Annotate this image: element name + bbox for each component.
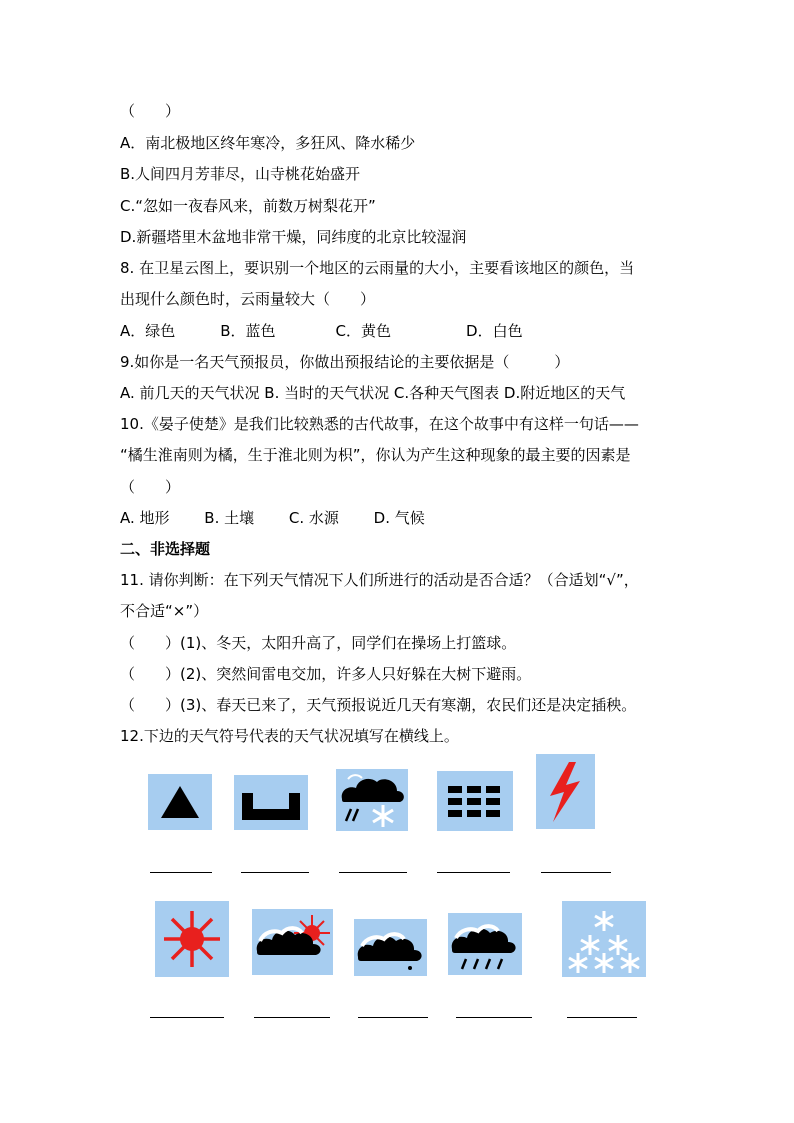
- answer-line[interactable]: [567, 1017, 637, 1018]
- answer-line[interactable]: [339, 872, 407, 873]
- option-d-q7: D.新疆塔里木盆地非常干燥，同纬度的北京比较湿润: [120, 228, 467, 246]
- grid-icon: [437, 771, 513, 831]
- question-7-answer-blank: （ ）: [120, 102, 181, 120]
- answer-line[interactable]: [456, 1017, 532, 1018]
- lightning-icon: [536, 754, 595, 829]
- answer-line[interactable]: [541, 872, 611, 873]
- question-11-item-1: （ ）(1)、冬天，太阳升高了，同学们在操场上打篮球。: [120, 634, 517, 652]
- answer-line[interactable]: [150, 872, 212, 873]
- answer-line[interactable]: [254, 1017, 330, 1018]
- section-heading: 二、非选择题: [120, 540, 211, 558]
- options-q10: A. 地形 B. 土壤 C. 水源 D. 气候: [120, 509, 425, 527]
- snowflake-icon: [562, 901, 646, 977]
- triangle-icon: [148, 774, 212, 830]
- answer-line[interactable]: [358, 1017, 428, 1018]
- answer-line[interactable]: [437, 872, 510, 873]
- question-9: 9.如你是一名天气预报员，你做出预报结论的主要依据是（ ）: [120, 353, 570, 371]
- question-11-line-2: 不合适“×”）: [120, 602, 209, 620]
- options-q8: A．绿色 B．蓝色 C．黄色 D．白色: [120, 322, 523, 340]
- question-11-item-3: （ ）(3)、春天已来了，天气预报说近几天有寒潮，农民们还是决定插秧。: [120, 696, 637, 714]
- option-c-q7: C.“忽如一夜春风来，前数万树梨花开”: [120, 197, 376, 215]
- rain-icon: [448, 913, 522, 975]
- question-8-line-2: 出现什么颜色时，云雨量较大（ ）: [120, 290, 376, 308]
- option-b-q7: B.人间四月芳菲尽，山寺桃花始盛开: [120, 165, 361, 183]
- question-11-item-2: （ ）(2)、突然间雷电交加，许多人只好躲在大树下避雨。: [120, 665, 532, 683]
- sun-icon: [155, 901, 229, 977]
- question-10-line-2: “橘生淮南则为橘，生于淮北则为枳”，你认为产生这种现象的最主要的因素是: [120, 446, 631, 464]
- question-10-answer-blank: （ ）: [120, 478, 181, 496]
- question-10-line-1: 10.《晏子使楚》是我们比较熟悉的古代故事，在这个故事中有这样一句话——: [120, 415, 639, 433]
- sleet-icon: [336, 769, 408, 831]
- bracket-icon: [234, 775, 308, 830]
- question-12: 12.下边的天气符号代表的天气状况填写在横线上。: [120, 727, 459, 745]
- option-a-q7: A．南北极地区终年寒冷，多狂风、降水稀少: [120, 134, 416, 152]
- question-11-line-1: 11. 请你判断：在下列天气情况下人们所进行的活动是否合适？（合适划“√”，: [120, 571, 639, 589]
- answer-line[interactable]: [241, 872, 309, 873]
- options-q9: A. 前几天的天气状况 B. 当时的天气状况 C.各种天气图表 D.附近地区的天气: [120, 384, 626, 402]
- drizzle-icon: [354, 919, 427, 976]
- answer-line[interactable]: [150, 1017, 224, 1018]
- question-8-line-1: 8. 在卫星云图上，要识别一个地区的云雨量的大小，主要看该地区的颜色，当: [120, 259, 635, 277]
- partly-cloudy-icon: [252, 909, 333, 975]
